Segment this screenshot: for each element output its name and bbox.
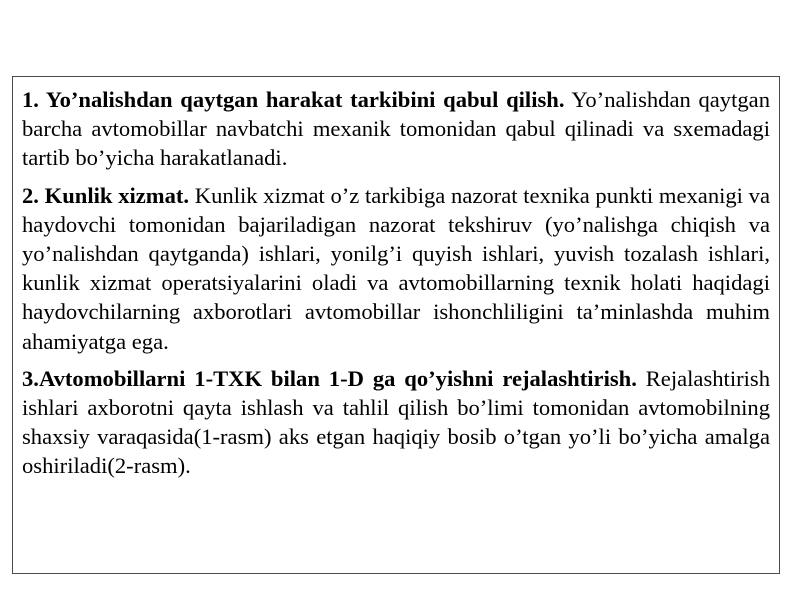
section-2-paragraph [22, 181, 770, 356]
section-2-body: Kunlik xizmat o’z tarkibiga nazorat texnika punkti mexanigi va haydovchi tomonidan bajariladigan nazorat tekshiruv (yo’nalishga chiqish va yo’nalishdan qaytganda) ishlari, yonilg’i quyish ishlari, yuvish tozalash ishlari, kunlik xizmat operatsiyalarini oladi va avtomobillarning texnik holati haqidagi haydovchilarning axborotlari avtomobillar ishonchliligini ta’minlashda muhim ahamiyatga ega. [22, 182, 770, 354]
section-1-body: Yo’nalishdan qaytgan barcha avtomobillar navbatchi mexanik tomonidan qabul qilinadi va sxemadagi tartib bo’yicha harakatlanadi. [22, 87, 770, 171]
section-1-heading: 1. Yo’nalishdan qaytgan harakat tarkibini qabul qilish. [22, 87, 565, 112]
text-frame [12, 76, 780, 574]
section-3-body: Rejalashtirish ishlari axborotni qayta ishlash va tahlil qilish bo’limi tomonidan avtomobilning shaxsiy varaqasida(1-rasm) aks etgan haqiqiy bosib o’tgan yo’li bo’yicha amalga oshiriladi(2-rasm). [22, 365, 770, 479]
section-3-heading: 3.Avtomobillarni 1-TXK bilan 1-D ga qo’yishni rejalashtirish. [22, 365, 637, 391]
section-1-paragraph [22, 85, 770, 173]
section-3-paragraph [22, 364, 770, 481]
section-2-heading: 2. Kunlik xizmat. [22, 182, 190, 208]
